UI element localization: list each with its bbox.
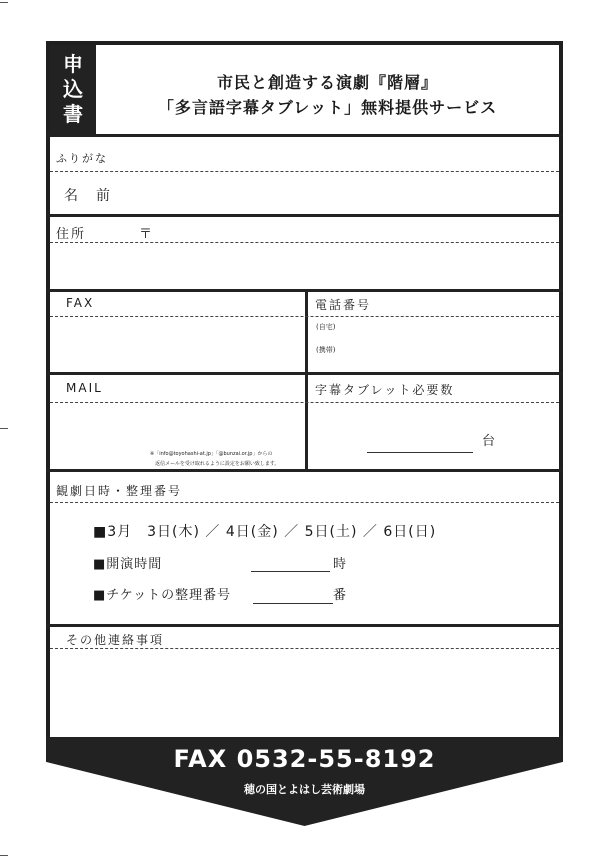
- address-label: 住所: [56, 227, 87, 242]
- phone-home-label: (自宅): [316, 323, 336, 331]
- ticket-number-label: ■チケットの整理番号: [93, 588, 232, 603]
- dashed-divider: [50, 316, 559, 317]
- other-notes-heading: その他連絡事項: [66, 633, 165, 647]
- tablet-count-label: 字幕タブレット必要数: [315, 383, 455, 397]
- performance-dates: ■3月 3日(木) ／ 4日(金) ／ 5日(土) ／ 6日(日): [93, 524, 437, 540]
- postal-mark: 〒: [139, 227, 155, 242]
- form-title-line1: 市民と創造する演劇『階層』: [216, 73, 438, 92]
- furigana-label: ふりがな: [56, 152, 108, 165]
- ticket-number-unit: 番: [333, 588, 348, 603]
- divider: [46, 624, 563, 627]
- phone-label: 電話番号: [315, 298, 372, 312]
- name-label: 名 前: [64, 188, 112, 204]
- dashed-divider: [50, 171, 559, 172]
- start-time-unit: 時: [333, 557, 348, 572]
- tablet-count-underline: [367, 452, 473, 453]
- label-char: 申: [63, 52, 83, 76]
- dashed-divider: [50, 402, 559, 403]
- fax-number: FAX 0532-55-8192: [173, 745, 436, 773]
- divider: [46, 372, 563, 375]
- fax-label: FAX: [66, 296, 95, 310]
- label-char: 書: [63, 102, 83, 126]
- theater-name: 穂の国とよはし芸術劇場: [244, 783, 365, 796]
- ticket-number-underline: [253, 603, 333, 604]
- tablet-unit: 台: [482, 434, 498, 449]
- form-type-label: [50, 45, 96, 134]
- crop-mark-top: [0, 2, 8, 3]
- start-time-underline: [251, 571, 330, 572]
- dashed-divider: [50, 242, 559, 243]
- viewing-heading: 観劇日時・整理番号: [56, 484, 183, 498]
- mail-note-line2: 返信メールを受け取れるように設定をお願い致します。: [155, 461, 280, 467]
- start-time-label: ■開演時間: [93, 557, 163, 572]
- crop-mark-middle: [0, 428, 8, 429]
- dashed-divider: [50, 648, 559, 649]
- dashed-divider: [50, 502, 559, 503]
- form-title-line2: 「多言語字幕タブレット」無料提供サービス: [157, 98, 498, 117]
- mail-note-line1: ※「info@toyohashi-at.jp」「@bunzai.or.jp」からの: [150, 451, 273, 457]
- divider: [46, 469, 563, 472]
- crop-mark-bottom: [0, 855, 8, 856]
- phone-mobile-label: (携帯): [316, 346, 336, 354]
- divider: [46, 134, 563, 137]
- divider: [46, 214, 563, 217]
- mail-label: MAIL: [66, 381, 103, 395]
- label-char: 込: [63, 77, 83, 101]
